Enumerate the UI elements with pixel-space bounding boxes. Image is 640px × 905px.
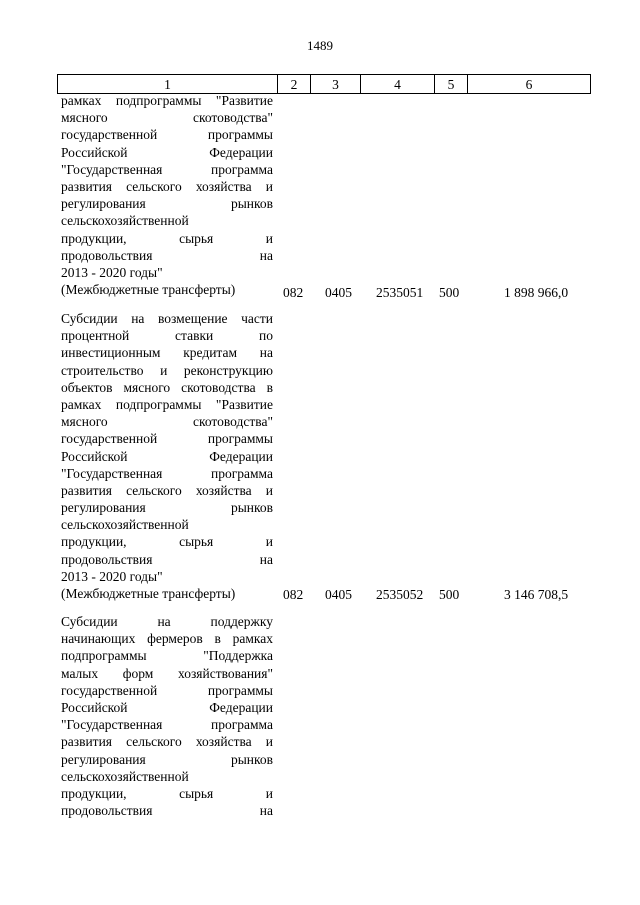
- description-line: сельскохозяйственной: [61, 517, 189, 533]
- column-header-row: [58, 75, 591, 94]
- description-line: рамках подпрограммы "Развитие: [61, 396, 273, 412]
- description-line: продовольствия на: [61, 247, 273, 263]
- description-line: 2013 - 2020 годы": [61, 568, 163, 584]
- description-line: Российской Федерации: [61, 448, 273, 464]
- cell-expense-type: 500: [439, 587, 460, 602]
- description-line: "Государственная программа: [61, 465, 273, 481]
- description-line: Субсидии на поддержку: [61, 614, 273, 629]
- description-line: развития сельского хозяйства и: [61, 734, 273, 750]
- description-line: продукции, сырья и: [61, 534, 273, 550]
- description-line: мясного скотоводства": [61, 414, 273, 430]
- description-line: сельскохозяйственной: [61, 768, 189, 784]
- column-header-2: 2: [278, 75, 311, 94]
- description-line: продовольствия на: [61, 551, 273, 567]
- description-line: регулирования рынков: [61, 751, 273, 767]
- description-line: продукции, сырья и: [61, 785, 273, 801]
- description-line: "Государственная программа: [61, 717, 273, 733]
- column-header-4: 4: [361, 75, 435, 94]
- page-number: 1489: [307, 38, 333, 53]
- row-description: [61, 92, 273, 298]
- description-line: мясного скотоводства": [61, 110, 273, 126]
- column-header-table: [57, 74, 591, 94]
- description-line: продукции, сырья и: [61, 230, 273, 246]
- description-line: Субсидии на возмещение части: [61, 311, 273, 326]
- description-line: государственной программы: [61, 682, 273, 698]
- description-line: Российской Федерации: [61, 144, 273, 160]
- description-line: сельскохозяйственной: [61, 213, 189, 229]
- description-line: инвестиционным кредитам на: [61, 345, 273, 361]
- description-line: объектов мясного скотоводства в: [61, 379, 273, 395]
- cell-section-code: 0405: [325, 587, 352, 602]
- description-line: государственной программы: [61, 431, 273, 447]
- description-line: продовольствия на: [61, 803, 273, 819]
- cell-target-article: 2535052: [376, 587, 424, 602]
- cell-section-code: 0405: [325, 285, 352, 300]
- description-line: начинающих фермеров в рамках: [61, 631, 273, 647]
- description-line: 2013 - 2020 годы": [61, 264, 163, 280]
- cell-target-article: 2535051: [376, 285, 424, 300]
- cell-amount: 1 898 966,0: [504, 285, 569, 300]
- description-line: "Государственная программа: [61, 161, 273, 177]
- column-header-1: 1: [58, 75, 278, 94]
- description-line: Российской Федерации: [61, 699, 273, 715]
- cell-expense-type: 500: [439, 285, 460, 300]
- cell-amount: 3 146 708,5: [504, 587, 569, 602]
- column-header-6: 6: [468, 75, 591, 94]
- description-line: (Межбюджетные трансферты): [61, 586, 236, 601]
- description-line: государственной программы: [61, 127, 273, 143]
- column-header-3: 3: [311, 75, 361, 94]
- description-line: строительство и реконструкцию: [61, 362, 273, 378]
- description-line: (Межбюджетные трансферты): [61, 282, 236, 298]
- row-description: [61, 613, 273, 819]
- description-line: процентной ставки по: [61, 328, 273, 344]
- description-line: регулирования рынков: [61, 500, 273, 516]
- cell-ministry-code: 082: [283, 587, 304, 602]
- description-line: развития сельского хозяйства и: [61, 178, 273, 194]
- cell-ministry-code: 082: [283, 285, 304, 300]
- description-line: регулирования рынков: [61, 196, 273, 212]
- description-line: подпрограммы "Поддержка: [61, 648, 273, 664]
- description-line: развития сельского хозяйства и: [61, 482, 273, 498]
- description-line: малых форм хозяйствования": [61, 665, 273, 681]
- column-header-5: 5: [435, 75, 468, 94]
- description-line: рамках подпрограммы "Развитие: [61, 93, 273, 108]
- row-description: [61, 310, 273, 602]
